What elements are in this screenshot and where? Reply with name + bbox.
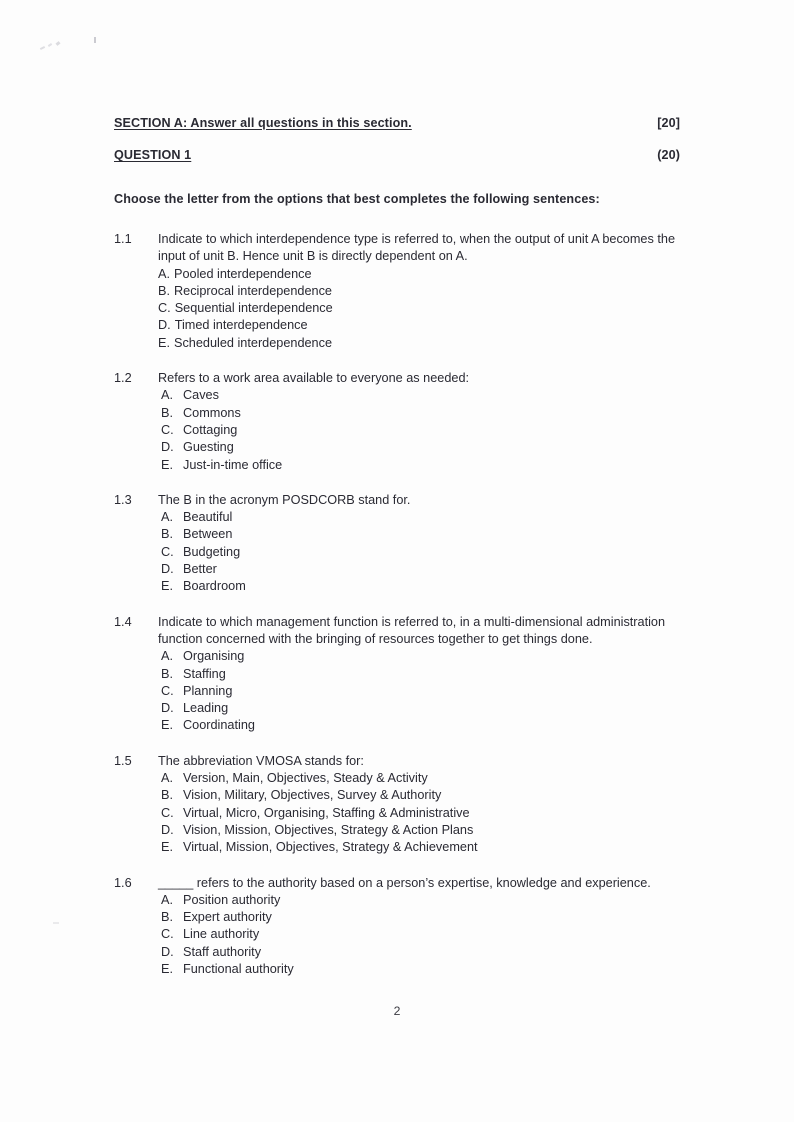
question-number: 1.2 — [114, 371, 132, 386]
option-item[interactable] — [158, 266, 680, 283]
option-list — [158, 892, 680, 978]
question-block — [114, 370, 680, 474]
option-letter: C. — [161, 805, 174, 820]
scan-artifact — [40, 46, 45, 50]
option-text: Staffing — [183, 666, 226, 681]
question-heading: QUESTION 1 — [114, 148, 192, 162]
option-item[interactable] — [158, 787, 680, 804]
option-item[interactable] — [158, 422, 680, 439]
option-letter: D. — [161, 944, 174, 959]
option-item[interactable] — [158, 544, 680, 561]
option-item[interactable] — [158, 300, 680, 317]
option-item[interactable] — [158, 283, 680, 300]
option-text: Between — [183, 527, 233, 542]
option-text: Functional authority — [183, 961, 294, 976]
option-item[interactable] — [158, 961, 680, 978]
question-block — [114, 875, 680, 979]
option-letter: D. — [158, 318, 171, 333]
page-number: 2 — [393, 1004, 401, 1018]
option-text: Organising — [183, 649, 245, 664]
option-item[interactable] — [158, 509, 680, 526]
option-letter: C. — [161, 927, 174, 942]
option-text: Just-in-time office — [183, 457, 283, 472]
question-body — [158, 370, 680, 474]
option-text: Guesting — [183, 440, 234, 455]
section-marks: [20] — [657, 116, 680, 130]
option-text: Vision, Military, Objectives, Survey & Authority — [183, 788, 442, 803]
option-item[interactable] — [158, 405, 680, 422]
option-letter: E. — [161, 718, 173, 733]
option-item[interactable] — [158, 439, 680, 456]
option-text: Coordinating — [183, 718, 255, 733]
question-body — [158, 492, 680, 596]
option-item[interactable] — [158, 926, 680, 943]
option-text: Commons — [183, 405, 241, 420]
option-letter: A. — [161, 892, 173, 907]
option-letter: D. — [161, 440, 174, 455]
option-text: Line authority — [183, 927, 260, 942]
question-heading-row — [114, 148, 680, 162]
option-letter: A. — [161, 388, 173, 403]
option-text: Scheduled interdependence — [174, 335, 333, 350]
question-list — [114, 231, 680, 978]
option-text: Position authority — [183, 892, 281, 907]
option-list — [158, 648, 680, 734]
option-letter: A. — [161, 771, 173, 786]
question-number: 1.6 — [114, 875, 132, 890]
option-list — [158, 387, 680, 473]
option-text: Vision, Mission, Objectives, Strategy & Action Plans — [183, 822, 474, 837]
option-item[interactable] — [158, 892, 680, 909]
option-text: Boardroom — [183, 579, 246, 594]
section-heading: SECTION A: Answer all questions in this section. — [114, 116, 412, 130]
option-letter: E. — [158, 335, 170, 350]
option-item[interactable] — [158, 805, 680, 822]
option-text: Expert authority — [183, 910, 272, 925]
option-item[interactable] — [158, 666, 680, 683]
option-text: Virtual, Micro, Organising, Staffing & Administrative — [183, 805, 470, 820]
option-text: Cottaging — [183, 422, 238, 437]
option-letter: C. — [161, 422, 174, 437]
option-letter: B. — [158, 283, 170, 298]
option-item[interactable] — [158, 822, 680, 839]
option-item[interactable] — [158, 317, 680, 334]
option-text: Timed interdependence — [174, 318, 308, 333]
scan-artifact — [48, 43, 52, 47]
scan-artifact — [94, 37, 96, 43]
option-letter: E. — [161, 961, 173, 976]
option-letter: E. — [161, 457, 173, 472]
option-item[interactable] — [158, 457, 680, 474]
option-text: Staff authority — [183, 944, 262, 959]
question-block — [114, 753, 680, 857]
question-marks: (20) — [657, 148, 680, 162]
option-item[interactable] — [158, 944, 680, 961]
option-list — [158, 770, 680, 856]
option-list — [158, 509, 680, 595]
option-item[interactable] — [158, 648, 680, 665]
option-item[interactable] — [158, 909, 680, 926]
option-item[interactable] — [158, 387, 680, 404]
option-text: Caves — [183, 388, 219, 403]
option-text: Beautiful — [183, 510, 233, 525]
scan-artifact — [53, 922, 59, 924]
option-letter: D. — [161, 562, 174, 577]
option-letter: A. — [161, 510, 173, 525]
option-text: Leading — [183, 701, 229, 716]
question-block — [114, 492, 680, 596]
option-list — [158, 266, 680, 352]
option-letter: E. — [161, 579, 173, 594]
option-item[interactable] — [158, 683, 680, 700]
option-item[interactable] — [158, 700, 680, 717]
option-letter: A. — [161, 649, 173, 664]
option-letter: C. — [161, 683, 174, 698]
option-item[interactable] — [158, 717, 680, 734]
option-item[interactable] — [158, 335, 680, 352]
question-body — [158, 231, 680, 352]
option-item[interactable] — [158, 578, 680, 595]
option-letter: C. — [161, 544, 174, 559]
option-text: Reciprocal interdependence — [174, 283, 332, 298]
option-letter: A. — [158, 266, 170, 281]
question-body — [158, 875, 680, 979]
question-number: 1.4 — [114, 614, 132, 629]
question-stem: The abbreviation VMOSA stands for: — [158, 753, 364, 768]
option-text: Pooled interdependence — [174, 266, 312, 281]
scan-artifact — [56, 41, 61, 46]
instruction-line: Choose the letter from the options that best completes the following sentences: — [114, 192, 600, 206]
option-letter: C. — [158, 301, 171, 316]
option-item[interactable] — [158, 526, 680, 543]
question-number: 1.3 — [114, 492, 132, 507]
question-number: 1.1 — [114, 232, 132, 246]
option-text: Better — [183, 562, 217, 577]
question-stem: Indicate to which interdependence type is referred to, when the output of unit A becomes the input of unit B. Hence unit B is directly dependent on A. — [158, 232, 675, 264]
question-block — [114, 231, 680, 352]
question-stem: _____ refers to the authority based on a person’s expertise, knowledge and experience. — [158, 875, 651, 890]
option-text: Planning — [183, 683, 233, 698]
option-letter: B. — [161, 405, 173, 420]
option-text: Sequential interdependence — [174, 301, 333, 316]
question-number: 1.5 — [114, 753, 132, 768]
question-stem: Indicate to which management function is referred to, in a multi-dimensional administration function concerned with the bringing of resources together to get things done. — [158, 614, 666, 646]
question-body — [158, 614, 680, 735]
question-stem: Refers to a work area available to everyone as needed: — [158, 371, 470, 386]
option-text: Version, Main, Objectives, Steady & Activity — [183, 771, 428, 786]
option-letter: B. — [161, 666, 173, 681]
question-body — [158, 753, 680, 857]
option-letter: B. — [161, 788, 173, 803]
section-heading-row — [114, 116, 680, 130]
option-item[interactable] — [158, 561, 680, 578]
option-letter: B. — [161, 910, 173, 925]
option-letter: B. — [161, 527, 173, 542]
question-stem: The B in the acronym POSDCORB stand for. — [158, 492, 411, 507]
option-item[interactable] — [158, 770, 680, 787]
option-letter: D. — [161, 822, 174, 837]
option-text: Virtual, Mission, Objectives, Strategy & Achievement — [183, 840, 478, 855]
question-block — [114, 614, 680, 735]
option-letter: E. — [161, 840, 173, 855]
option-letter: D. — [161, 701, 174, 716]
page-content — [114, 116, 680, 978]
option-text: Budgeting — [183, 544, 241, 559]
option-item[interactable] — [158, 839, 680, 856]
